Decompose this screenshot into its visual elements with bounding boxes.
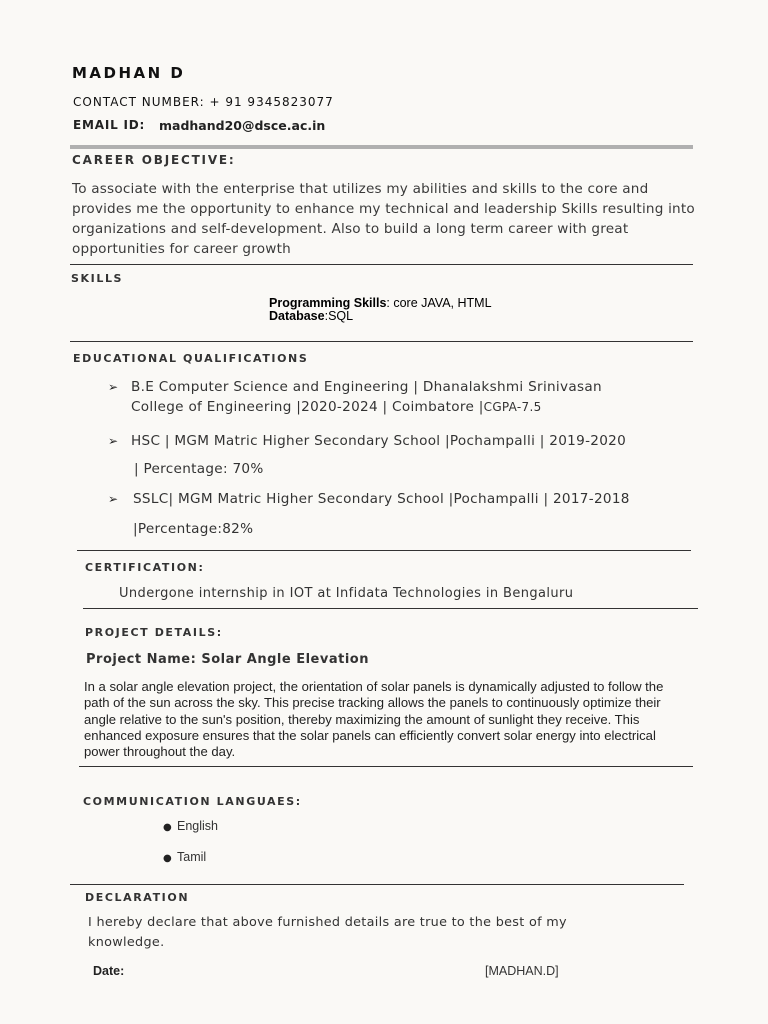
education-heading: EDUCATIONAL QUALIFICATIONS [73, 352, 309, 365]
language-item: Tamil [177, 850, 207, 864]
signature-name: [MADHAN.D] [485, 964, 559, 978]
education-item-line: | Percentage: 70% [134, 461, 264, 477]
project-description: In a solar angle elevation project, the orientation of solar panels is dynamically adjusted to follow the path of the sun across the sky. This precise tracking allows the panels to continuously optimize their angle relative to the sun's position, thereby maximizing the amount of sunlight they receive. This enhanced exposure ensures that the solar panels can efficiently convert solar energy into electrical power throughout the day. [84, 679, 664, 760]
divider [77, 550, 691, 551]
education-item-line: |Percentage:82% [133, 521, 254, 537]
divider [70, 884, 684, 885]
database-skills-value: :SQL [324, 309, 354, 323]
programming-skills-value: : core JAVA, HTML [386, 296, 492, 310]
divider [70, 264, 693, 265]
dot-bullet-icon: ● [163, 822, 172, 833]
database-skills [269, 309, 353, 323]
career-objective-heading: CAREER OBJECTIVE: [72, 153, 236, 167]
skills-heading: SKILLS [71, 272, 124, 285]
education-item-line: B.E Computer Science and Engineering | Dhanalakshmi Srinivasan [131, 379, 602, 395]
arrow-bullet-icon: ➢ [108, 380, 119, 394]
project-heading: PROJECT DETAILS: [85, 626, 223, 639]
arrow-bullet-icon: ➢ [108, 492, 119, 506]
programming-skills [269, 296, 492, 310]
career-objective-text: To associate with the enterprise that utilizes my abilities and skills to the core and provides me the opportunity to enhance my technical and leadership Skills resulting into organizations and self-development. Also to build a long term career with great opportunities for career growth [72, 181, 695, 257]
languages-heading: COMMUNICATION LANGUAES: [83, 795, 302, 808]
date-label: Date: [93, 964, 125, 978]
certification-text: Undergone internship in IOT at Infidata Technologies in Bengaluru [119, 586, 574, 601]
declaration-heading: DECLARATION [85, 891, 190, 904]
email-address: madhand20@dsce.ac.in [159, 118, 326, 133]
education-cgpa: CGPA-7.5 [483, 400, 542, 414]
divider [79, 766, 693, 767]
candidate-name: MADHAN D [72, 64, 186, 82]
arrow-bullet-icon: ➢ [108, 434, 119, 448]
programming-skills-label: Programming Skills [269, 296, 387, 310]
email-label: EMAIL ID: [73, 118, 146, 132]
divider [83, 608, 698, 609]
language-item: English [177, 819, 218, 833]
dot-bullet-icon: ● [163, 853, 172, 864]
education-item-text: College of Engineering |2020-2024 | Coimbatore | [131, 399, 484, 415]
database-skills-label: Database [269, 309, 325, 323]
declaration-text: I hereby declare that above furnished details are true to the best of my knowledge. [88, 915, 567, 950]
divider [70, 341, 693, 342]
contact-number: CONTACT NUMBER: + 91 9345823077 [73, 95, 334, 109]
education-item-line [131, 399, 542, 415]
project-name: Project Name: Solar Angle Elevation [86, 652, 369, 667]
education-item-line: SSLC| MGM Matric Higher Secondary School |Pochampalli | 2017-2018 [133, 491, 630, 507]
education-item-line: HSC | MGM Matric Higher Secondary School |Pochampalli | 2019-2020 [131, 433, 627, 449]
header-divider [70, 145, 693, 149]
certification-heading: CERTIFICATION: [85, 561, 205, 574]
